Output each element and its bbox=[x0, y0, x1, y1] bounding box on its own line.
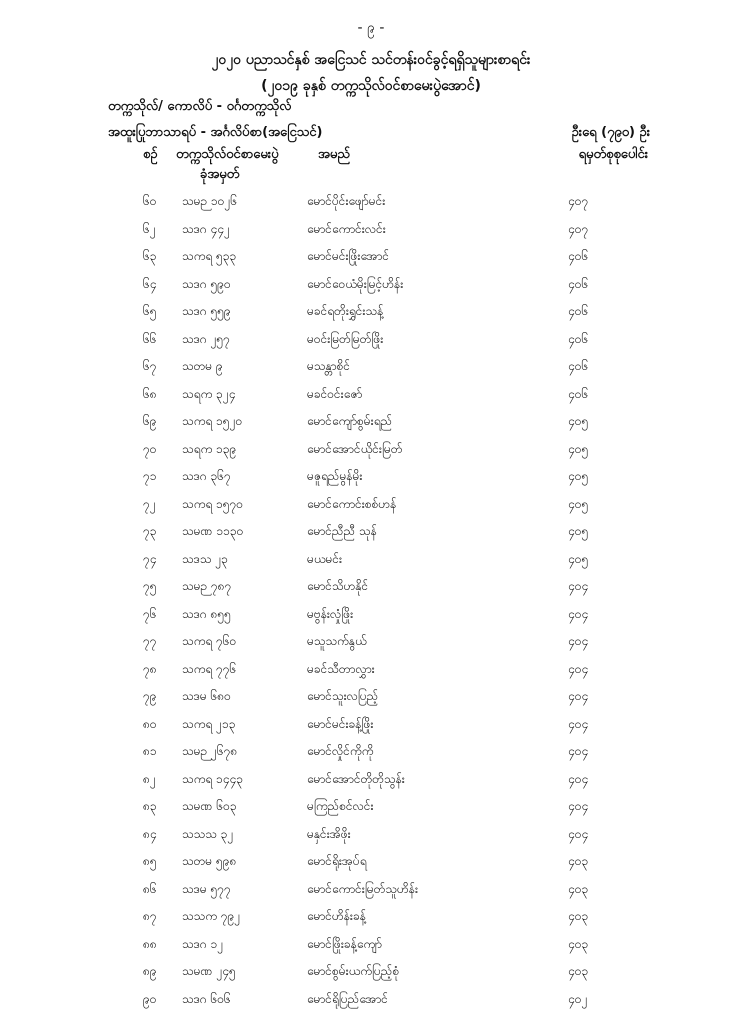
row-roll: သတမ ၅၉၈ bbox=[182, 853, 236, 871]
row-name: မကြည်စင်လင်း bbox=[307, 798, 374, 816]
row-marks: ၄၀၆ bbox=[568, 303, 588, 321]
document-title: ၂၀၂၀ ပညာသင်နှစ် အငြေသင် သင်တန်းဝင်ခွင့်ရရှိသူများစာရင်း bbox=[0, 50, 742, 71]
major-line: အထူးပြုဘာသာရပ် - အင်္ဂလိပ်စာ(အငြေသင်) bbox=[108, 124, 322, 143]
row-name: မောင်ကောင်းစစ်ဟန် bbox=[307, 496, 396, 514]
row-roll: သမဉ ၇၈၇ bbox=[182, 578, 231, 596]
row-number: ၆၉ bbox=[143, 413, 157, 431]
row-roll: သဒဂ ၈၅၅ bbox=[182, 606, 231, 624]
row-number: ၇၁ bbox=[143, 468, 157, 486]
table-row bbox=[0, 932, 742, 960]
row-roll: သကရ ၁၄၄၃ bbox=[182, 771, 243, 789]
row-number: ၈၁ bbox=[143, 743, 157, 761]
column-header-no: စဉ် bbox=[143, 146, 158, 165]
row-marks: ၄၀၂ bbox=[568, 991, 587, 1009]
row-marks: ၄၀၄ bbox=[568, 716, 588, 734]
row-marks: ၄၀၅ bbox=[568, 523, 588, 541]
row-marks: ၄၀၃ bbox=[568, 963, 588, 981]
row-roll: သမဉ ၂၆၇၈ bbox=[182, 743, 237, 761]
row-marks: ၄၀၄ bbox=[568, 661, 588, 679]
row-marks: ၄၀၃ bbox=[568, 881, 588, 899]
row-roll: သရက ၃၂၄ bbox=[182, 386, 235, 404]
table-row bbox=[0, 739, 742, 767]
row-marks: ၄၀၃ bbox=[568, 853, 588, 871]
row-number: ၈၉ bbox=[143, 963, 157, 981]
row-roll: သဒဂ ၁၂ bbox=[182, 936, 223, 954]
row-number: ၇၂ bbox=[143, 496, 156, 514]
table-row bbox=[0, 794, 742, 822]
row-name: မောင်အောင်ယိုင်းမြတ် bbox=[307, 441, 403, 459]
row-marks: ၄၀၅ bbox=[568, 496, 588, 514]
row-roll: သဒမ ၅၇၇ bbox=[182, 881, 231, 899]
row-number: ၆၇ bbox=[143, 358, 157, 376]
table-row bbox=[0, 822, 742, 850]
row-name: မောင်သူးလပြည့် bbox=[307, 688, 378, 706]
row-number: ၈၄ bbox=[143, 826, 157, 844]
row-marks: ၄၀၄ bbox=[568, 826, 588, 844]
row-name: မယမင်း bbox=[307, 551, 342, 569]
table-row bbox=[0, 987, 742, 1014]
row-number: ၈၆ bbox=[143, 881, 157, 899]
row-number: ၇၅ bbox=[143, 578, 157, 596]
row-roll: သမဏ ၁၁၃၀ bbox=[182, 523, 243, 541]
table-row bbox=[0, 849, 742, 877]
row-number: ၇၇ bbox=[143, 633, 157, 651]
row-roll: သဒဂ ၄၄၂ bbox=[182, 221, 230, 239]
row-name: မခင်သီတာလွှား bbox=[307, 661, 375, 679]
row-marks: ၄၀၆ bbox=[568, 276, 588, 294]
row-name: မောင်ညီညီ သုန် bbox=[307, 523, 377, 541]
row-marks: ၄၀၄ bbox=[568, 798, 588, 816]
row-roll: သကရ ၇၇၆ bbox=[182, 661, 236, 679]
row-marks: ၄၀၅ bbox=[568, 468, 588, 486]
table-row bbox=[0, 382, 742, 410]
row-name: မောင်ဝေယံမိုးမြင့်ဟိန်း bbox=[307, 276, 403, 294]
row-marks: ၄၀၄ bbox=[568, 606, 588, 624]
row-number: ၇၉ bbox=[143, 688, 157, 706]
row-number: ၆၆ bbox=[143, 331, 157, 349]
row-name: မောင်မင်းဖြိုးအောင် bbox=[307, 248, 389, 266]
row-roll: သဒမ ၆၈၀ bbox=[182, 688, 231, 706]
table-row bbox=[0, 244, 742, 272]
row-roll: သဒဂ ၅၅၉ bbox=[182, 303, 231, 321]
row-name: မောင်စွမ်းယက်ပြည့်စုံ bbox=[307, 963, 399, 981]
row-name: မခင်ဝင်းဇော် bbox=[307, 386, 362, 404]
row-roll: သဒသ ၂၃ bbox=[182, 551, 228, 569]
row-name: မဗွန်းလှုံဖြိုး bbox=[307, 606, 353, 624]
row-marks: ၄၀၃ bbox=[568, 908, 588, 926]
row-name: မောင်ရိုပြည်အောင် bbox=[307, 991, 388, 1009]
row-number: ၇၈ bbox=[143, 661, 157, 679]
row-name: မောင်အောင်တိုတိုသွန်း bbox=[307, 771, 405, 789]
row-number: ၈၇ bbox=[143, 908, 157, 926]
row-roll: သဒဂ ၃၆၇ bbox=[182, 468, 231, 486]
row-number: ၇၃ bbox=[143, 523, 157, 541]
row-name: မသူသက်နွယ် bbox=[307, 633, 367, 651]
row-marks: ၄၀၆ bbox=[568, 331, 588, 349]
column-header-roll: တက္ကသိုလ်ဝင်စာမေးပွဲ bbox=[176, 146, 279, 165]
row-marks: ၄၀၄ bbox=[568, 743, 588, 761]
row-number: ၉၀ bbox=[143, 991, 157, 1009]
row-number: ၇၄ bbox=[143, 551, 157, 569]
row-name: မောင်ပိုင်းဖျော်မင်း bbox=[307, 193, 385, 211]
row-number: ၇၀ bbox=[143, 441, 157, 459]
page-number: - ၉ - bbox=[0, 18, 742, 39]
row-roll: သဒဂ ၅၉၀ bbox=[182, 276, 231, 294]
table-row bbox=[0, 629, 742, 657]
row-name: မနှင်းအိဖိုး bbox=[307, 826, 351, 844]
row-roll: သသသ ၃၂ bbox=[182, 826, 233, 844]
row-marks: ၄၀၅ bbox=[568, 551, 588, 569]
table-row bbox=[0, 767, 742, 795]
row-name: မဝင်းမြတ်မြတ်ဖြိုး bbox=[307, 331, 383, 349]
row-name: မသန္တာစိုင် bbox=[307, 358, 350, 376]
row-roll: သဒဂ ၆၀၆ bbox=[182, 991, 231, 1009]
row-number: ၆၃ bbox=[143, 248, 157, 266]
table-row bbox=[0, 574, 742, 602]
row-marks: ၄၀၄ bbox=[568, 633, 588, 651]
row-number: ၆၀ bbox=[143, 193, 157, 211]
column-header-name: အမည် bbox=[318, 146, 350, 165]
table-row bbox=[0, 547, 742, 575]
row-roll: သမဏ ၂၄၅ bbox=[182, 963, 236, 981]
university-line: တက္ကသိုလ်/ ကောလိပ် - ဝင်္ဂတက္ကသိုလ် bbox=[108, 98, 291, 117]
results-table bbox=[0, 189, 742, 1014]
row-marks: ၄၀၇ bbox=[568, 221, 588, 239]
row-name: မခင်ရတိုးရွှင်းသန့် bbox=[307, 303, 383, 321]
row-roll: သမဏ ၆၀၃ bbox=[182, 798, 237, 816]
column-header-marks: ရမှတ်စုစုပေါင်း bbox=[579, 146, 648, 165]
row-number: ၈၂ bbox=[143, 771, 156, 789]
table-row bbox=[0, 217, 742, 245]
row-marks: ၄၀၆ bbox=[568, 386, 588, 404]
row-marks: ၄၀၆ bbox=[568, 358, 588, 376]
row-marks: ၄၀၄ bbox=[568, 578, 588, 596]
row-number: ၈၈ bbox=[143, 936, 157, 954]
row-name: မောင်ကောင်းလင်း bbox=[307, 221, 386, 239]
row-name: မောင်ဟိန်းခန့် bbox=[307, 908, 366, 926]
row-name: မောင်ရိုးအုပ်ရ bbox=[307, 853, 367, 871]
row-name: မောင်ကောင်းမြတ်သူဟိန်း bbox=[307, 881, 418, 899]
row-name: မဇူရည်မွန်မိုး bbox=[307, 468, 362, 486]
row-marks: ၄၀၄ bbox=[568, 688, 588, 706]
row-marks: ၄၀၆ bbox=[568, 248, 588, 266]
table-row bbox=[0, 272, 742, 300]
table-row bbox=[0, 299, 742, 327]
row-number: ၇၆ bbox=[143, 606, 157, 624]
row-number: ၆၈ bbox=[143, 386, 157, 404]
row-roll: သရက ၁၃၉ bbox=[182, 441, 236, 459]
row-roll: သတမ ၉ bbox=[182, 358, 223, 376]
row-name: မောင်ကျော်စွမ်းရည် bbox=[307, 413, 392, 431]
row-roll: သကရ ၇၆၀ bbox=[182, 633, 236, 651]
column-header-roll-line2: ခုံအမှတ် bbox=[200, 166, 239, 185]
row-name: မောင်မင်းခန့်ဖြိုး bbox=[307, 716, 373, 734]
table-row bbox=[0, 602, 742, 630]
table-row bbox=[0, 492, 742, 520]
row-marks: ၄၀၃ bbox=[568, 936, 588, 954]
count-header: ဦးရေ (၇၉၀) ဦး bbox=[572, 124, 650, 143]
table-row bbox=[0, 437, 742, 465]
row-number: ၈၀ bbox=[143, 716, 157, 734]
table-row bbox=[0, 354, 742, 382]
row-roll: သကရ ၅၃၃ bbox=[182, 248, 236, 266]
table-row bbox=[0, 409, 742, 437]
row-number: ၈၅ bbox=[143, 853, 157, 871]
row-roll: သမဉ ၁၀၂၆ bbox=[182, 193, 237, 211]
row-roll: သကရ ၁၅၇၀ bbox=[182, 496, 243, 514]
row-number: ၆၅ bbox=[143, 303, 157, 321]
row-marks: ၄၀၇ bbox=[568, 193, 588, 211]
row-name: မောင်လှိုင်ကိုကို bbox=[307, 743, 373, 761]
row-number: ၆၄ bbox=[143, 276, 157, 294]
row-roll: သကရ ၁၅၂၀ bbox=[182, 413, 242, 431]
table-row bbox=[0, 877, 742, 905]
table-row bbox=[0, 189, 742, 217]
table-row bbox=[0, 959, 742, 987]
row-roll: သသက ၇၉၂ bbox=[182, 908, 240, 926]
table-row bbox=[0, 657, 742, 685]
row-marks: ၄၀၅ bbox=[568, 441, 588, 459]
row-marks: ၄၀၄ bbox=[568, 771, 588, 789]
row-marks: ၄၀၅ bbox=[568, 413, 588, 431]
row-name: မောင်ဖြိုးခန့်ကျော် bbox=[307, 936, 382, 954]
row-roll: သဒဂ ၂၅၇ bbox=[182, 331, 230, 349]
table-row bbox=[0, 684, 742, 712]
table-row bbox=[0, 327, 742, 355]
table-row bbox=[0, 712, 742, 740]
row-roll: သကရ ၂၁၃ bbox=[182, 716, 235, 734]
row-name: မောင်သိဟနိုင် bbox=[307, 578, 368, 596]
table-row bbox=[0, 464, 742, 492]
document-subtitle: (၂၀၁၉ ခုနှစ် တက္ကသိုလ်ဝင်စာမေးပွဲအောင်) bbox=[0, 76, 742, 97]
row-number: ၆၂ bbox=[143, 221, 156, 239]
row-number: ၈၃ bbox=[143, 798, 157, 816]
table-row bbox=[0, 519, 742, 547]
table-row bbox=[0, 904, 742, 932]
